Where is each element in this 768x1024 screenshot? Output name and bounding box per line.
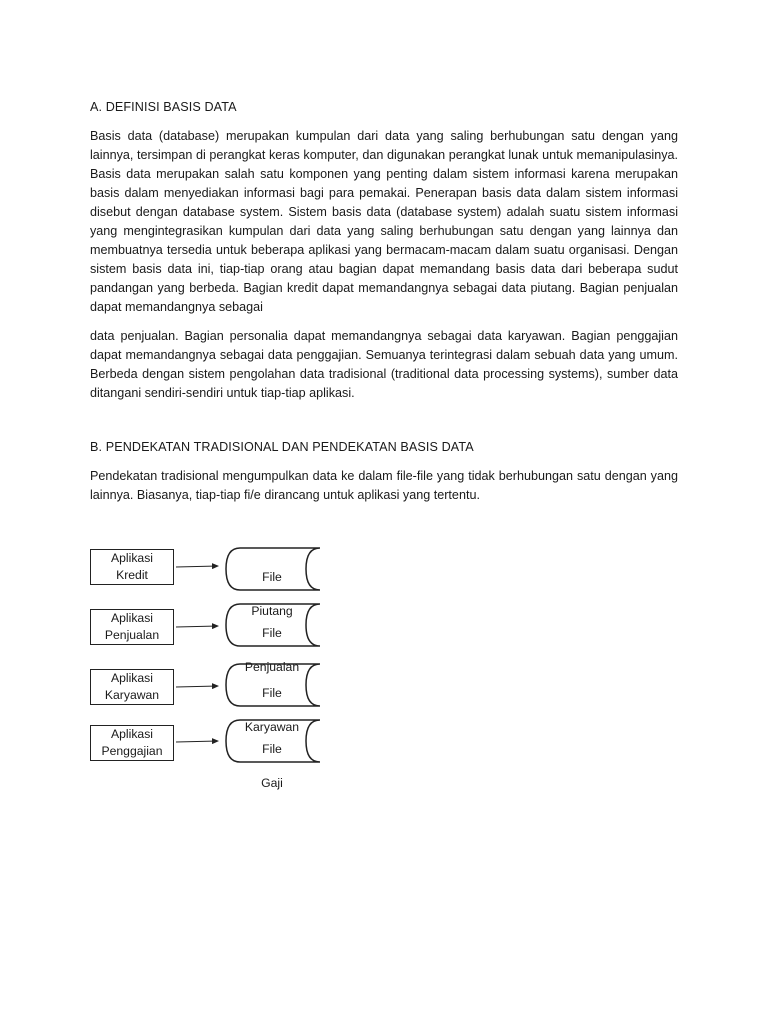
arrow-row-1 bbox=[176, 566, 218, 567]
app-box-line-1: Aplikasi bbox=[111, 611, 153, 625]
file-label-line-2: Karyawan bbox=[244, 720, 300, 734]
arrow-row-3 bbox=[176, 686, 218, 687]
app-box-line-1: Aplikasi bbox=[111, 727, 153, 741]
file-label-line-1: File bbox=[262, 686, 282, 700]
app-box-line-2: Penjualan bbox=[104, 628, 160, 642]
file-label-line-1: File bbox=[262, 570, 282, 584]
file-label-line-2: Gaji bbox=[261, 776, 283, 790]
arrow-row-4 bbox=[176, 741, 218, 742]
section-b-heading: B. PENDEKATAN TRADISIONAL DAN PENDEKATAN BASIS DATA bbox=[90, 440, 474, 454]
app-box-line-2: Karyawan bbox=[104, 688, 160, 702]
arrow-row-2 bbox=[176, 626, 218, 627]
section-a-paragraph-2: data penjualan. Bagian personalia dapat memandangnya sebagai data karyawan. Bagian penggajian dapat memandangnya sebagai data penggajian. Semuanya terintegrasi dalam sebuah data yang umum. Berbeda dengan sistem pengolahan data tradisional (traditional data processing systems), sumber data ditangani sendiri-sendiri untuk tiap-tiap aplikasi. bbox=[90, 329, 678, 400]
file-label-gaji bbox=[232, 724, 312, 809]
app-box-penggajian bbox=[90, 725, 174, 761]
document-page bbox=[90, 99, 678, 505]
app-box-karyawan bbox=[90, 669, 174, 705]
app-box-line-2: Penggajian bbox=[101, 744, 163, 758]
section-a-heading: A. DEFINISI BASIS DATA bbox=[90, 100, 237, 114]
app-box-kredit bbox=[90, 549, 174, 585]
app-box-penjualan bbox=[90, 609, 174, 645]
section-a-paragraph-1: Basis data (database) merupakan kumpulan dari data yang saling berhubungan satu dengan yang lainnya, tersimpan di perangkat keras komputer, dan digunakan perangkat lunak untuk memanipulasinya. Basis data merupakan salah satu komponen yang penting dalam sistem informasi karena merupakan basis dalam menyediakan informasi bagi para pemakai. Penerapan basis data dalam sistem informasi disebut dengan database system. Sistem basis data (database system) adalah suatu sistem informasi yang mengintegrasikan kumpulan dari data yang saling berhubungan satu dengan yang lainnya dan membuatnya tersedia untuk beberapa aplikasi yang bermacam-macam dalam suatu organisasi. Dengan sistem basis data ini, tiap-tiap orang atau bagian dapat memandang basis data dari beberapa sudut pandangan yang berbeda. Bagian kredit dapat memandangnya sebagai data piutang. Bagian penjualan dapat memandangnya sebagai bbox=[90, 129, 678, 314]
file-label-line-1: File bbox=[262, 742, 282, 756]
file-label-line-2: Penjualan bbox=[244, 660, 300, 674]
file-label-line-2: Piutang bbox=[251, 604, 293, 618]
app-box-line-2: Kredit bbox=[116, 568, 148, 582]
traditional-approach-diagram bbox=[88, 545, 328, 790]
app-box-line-1: Aplikasi bbox=[110, 671, 153, 685]
app-box-line-1: Aplikasi bbox=[111, 551, 153, 565]
file-label-line-1: File bbox=[262, 626, 282, 640]
section-b-paragraph-1: Pendekatan tradisional mengumpulkan data ke dalam file-file yang tidak berhubungan satu dengan yang lainnya. Biasanya, tiap-tiap fi/e dirancang untuk aplikasi yang tertentu. bbox=[90, 469, 678, 502]
